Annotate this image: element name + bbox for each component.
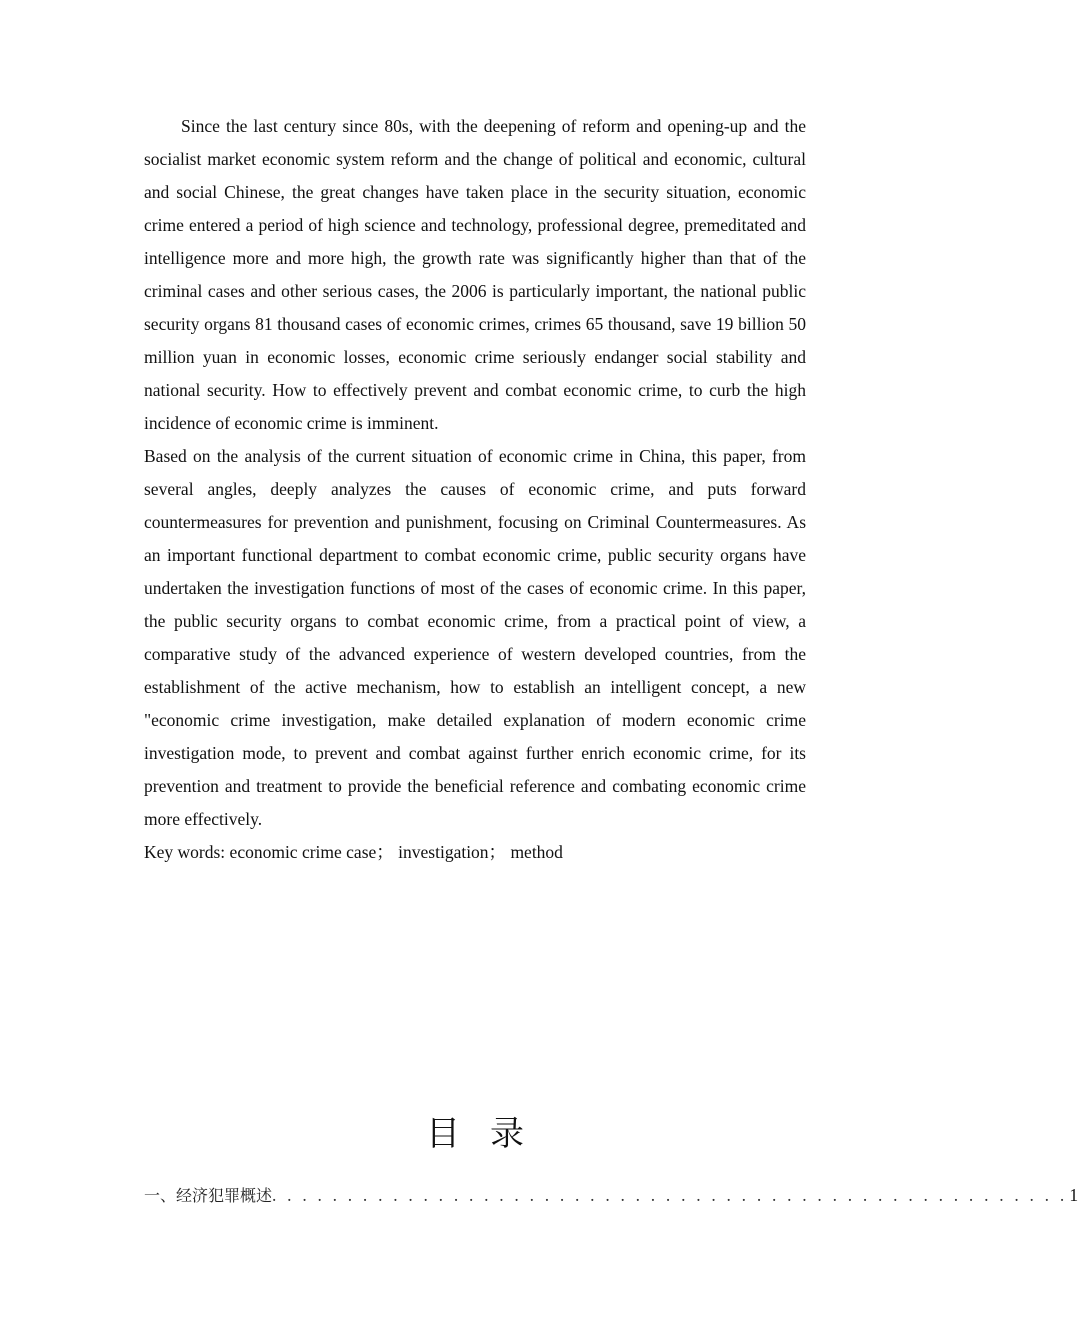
keywords-label: Key words: — [144, 842, 230, 862]
abstract-paragraph-1: Since the last century since 80s, with the deepening of reform and opening-up and the socialist market economic system reform and the change of political and economic, cultural and social Chinese, the great changes have taken place in the security situation, economic crime entered a period of high science and technology, professional degree, premeditated and intelligence more and more high, the growth rate was significantly higher than that of the criminal cases and other serious cases, the 2006 is particularly important, the national public security organs 81 thousand cases of economic crimes, crimes 65 thousand, save 19 billion 50 million yuan in economic losses, economic crime seriously endanger social stability and national security. How to effectively prevent and combat economic crime, to curb the high incidence of economic crime is imminent. — [144, 116, 806, 433]
keywords-line — [144, 836, 806, 869]
keyword-3: method — [510, 842, 563, 862]
abstract-paragraph-2: Based on the analysis of the current situation of economic crime in China, this paper, from several angles, deeply analyzes the causes of economic crime, and puts forward countermeasures for prevention and punishment, focusing on Criminal Countermeasures. As an important functional department to combat economic crime, public security organs have undertaken the investigation functions of most of the cases of economic crime. In this paper, the public security organs to combat economic crime, from a practical point of view, a comparative study of the advanced experience of western developed countries, from the establishment of the active mechanism, how to establish an intelligent concept, a new "economic crime investigation, make detailed explanation of modern economic crime investigation mode, to prevent and combat against further enrich economic crime, for its prevention and treatment to provide the beneficial reference and combating economic crime more effectively. — [144, 446, 806, 829]
abstract-section — [144, 110, 806, 869]
toc-entry[interactable] — [144, 1183, 1078, 1206]
toc-title: 目录 — [426, 1114, 554, 1154]
toc-entry-label: 一、经济犯罪概述 — [144, 1186, 273, 1205]
keyword-1: economic crime case； — [229, 842, 394, 862]
keyword-2: investigation； — [398, 842, 507, 862]
toc-entry-leader-dots: . . . . . . . . . . . . . . . . . . . . . . . . . . . . . . . . . . . . . . . . . . . . . . . . . . . . . — [272, 1185, 1068, 1205]
toc-entry-page-number: 1 — [1069, 1185, 1078, 1205]
